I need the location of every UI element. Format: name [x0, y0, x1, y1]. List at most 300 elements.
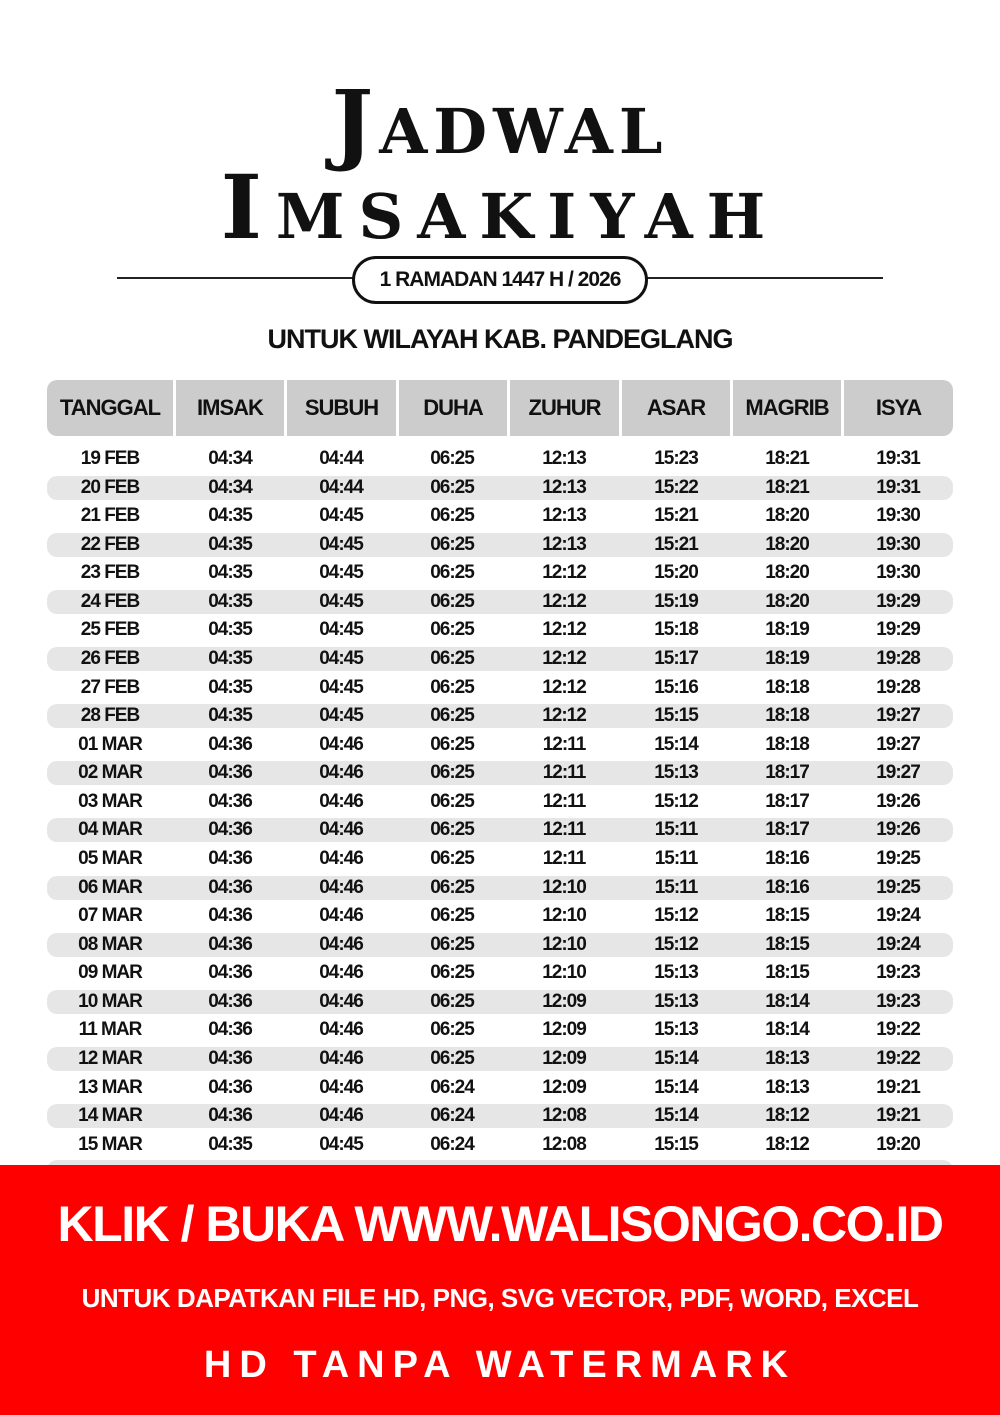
- cell-value: 14 MAR: [78, 1105, 142, 1127]
- cell-imsak: [180, 990, 280, 1014]
- cell-value: 15:15: [654, 1133, 698, 1155]
- cell-magrib: [737, 933, 837, 957]
- cell-value: 04:45: [319, 647, 363, 669]
- cell-value: 13 MAR: [78, 1076, 142, 1098]
- cell-value: 04:36: [208, 1019, 252, 1041]
- cell-imsak: [180, 904, 280, 928]
- cell-tanggal: [60, 533, 160, 557]
- table-row: [47, 676, 953, 700]
- cell-subuh: [291, 561, 391, 585]
- cell-asar: [626, 504, 726, 528]
- cell-duha: [402, 561, 502, 585]
- cell-value: 06:25: [430, 476, 474, 498]
- cell-subuh: [291, 904, 391, 928]
- cell-duha: [402, 590, 502, 614]
- cell-subuh: [291, 933, 391, 957]
- cell-value: 04:46: [319, 790, 363, 812]
- cell-value: 19:21: [876, 1076, 920, 1098]
- cell-asar: [626, 990, 726, 1014]
- cell-duha: [402, 504, 502, 528]
- cell-tanggal: [60, 504, 160, 528]
- cell-subuh: [291, 1104, 391, 1128]
- cell-value: 03 MAR: [78, 790, 142, 812]
- cell-value: 27 FEB: [80, 676, 140, 698]
- cell-value: 19:29: [876, 619, 920, 641]
- cell-tanggal: [60, 704, 160, 728]
- cell-value: 19:20: [876, 1133, 920, 1155]
- table-row: [47, 1076, 953, 1100]
- cell-asar: [626, 618, 726, 642]
- cell-subuh: [291, 847, 391, 871]
- cell-magrib: [737, 904, 837, 928]
- cell-value: 06:25: [430, 619, 474, 641]
- cell-tanggal: [60, 1018, 160, 1042]
- cell-magrib: [737, 504, 837, 528]
- cell-value: 06:25: [430, 762, 474, 784]
- cell-duha: [402, 1076, 502, 1100]
- cell-zuhur: [514, 818, 614, 842]
- column-header-subuh: [287, 380, 396, 436]
- cell-value: 02 MAR: [78, 762, 142, 784]
- cell-isya: [848, 476, 948, 500]
- title-rest: ADWAL: [379, 95, 669, 168]
- cell-asar: [626, 1104, 726, 1128]
- cell-value: 18:20: [765, 533, 809, 555]
- cell-subuh: [291, 790, 391, 814]
- column-header-duha: [399, 380, 507, 436]
- cell-zuhur: [514, 876, 614, 900]
- cell-subuh: [291, 818, 391, 842]
- cell-value: 15:11: [654, 819, 698, 841]
- cell-value: 12:13: [542, 476, 586, 498]
- cell-asar: [626, 961, 726, 985]
- cell-value: 15:14: [654, 733, 698, 755]
- cell-value: 12:12: [542, 562, 586, 584]
- cell-isya: [848, 876, 948, 900]
- cell-value: 19:26: [876, 790, 920, 812]
- cell-tanggal: [60, 876, 160, 900]
- cell-value: 19:30: [876, 562, 920, 584]
- cell-zuhur: [514, 990, 614, 1014]
- cell-magrib: [737, 1104, 837, 1128]
- cell-asar: [626, 847, 726, 871]
- cell-zuhur: [514, 447, 614, 471]
- cell-duha: [402, 1133, 502, 1157]
- region-text: UNTUK WILAYAH KAB. PANDEGLANG: [267, 324, 733, 354]
- table-row: [47, 904, 953, 928]
- column-header-label: TANGGAL: [59, 395, 161, 420]
- banner-line-2: [0, 1283, 1000, 1314]
- title-initial: J: [331, 70, 380, 174]
- cell-value: 04:35: [208, 705, 252, 727]
- cell-value: 18:15: [765, 962, 809, 984]
- cell-duha: [402, 847, 502, 871]
- cell-value: 19:26: [876, 819, 920, 841]
- cell-value: 04:36: [208, 933, 252, 955]
- cell-value: 12 MAR: [78, 1047, 142, 1069]
- cell-value: 15:21: [654, 505, 698, 527]
- cell-value: 18:17: [765, 819, 809, 841]
- cell-value: 12:13: [542, 448, 586, 469]
- cell-value: 18:13: [765, 1076, 809, 1098]
- divider-left: [117, 277, 357, 279]
- cell-value: 15:22: [654, 476, 698, 498]
- cell-value: 15:13: [654, 990, 698, 1012]
- cell-magrib: [737, 676, 837, 700]
- table-row: [47, 561, 953, 585]
- cell-duha: [402, 618, 502, 642]
- cell-imsak: [180, 818, 280, 842]
- column-header-imsak: [176, 380, 284, 436]
- cell-value: 04:35: [208, 533, 252, 555]
- cell-magrib: [737, 704, 837, 728]
- cell-tanggal: [60, 847, 160, 871]
- cell-value: 12:10: [542, 962, 586, 984]
- cell-zuhur: [514, 704, 614, 728]
- cell-value: 19 FEB: [80, 448, 140, 469]
- cell-value: 12:13: [542, 533, 586, 555]
- cell-tanggal: [60, 904, 160, 928]
- table-header: [47, 380, 953, 436]
- cell-duha: [402, 818, 502, 842]
- cell-value: 06:24: [430, 1076, 474, 1098]
- table-row: [47, 533, 953, 557]
- cell-magrib: [737, 618, 837, 642]
- table-row: [47, 790, 953, 814]
- cell-asar: [626, 761, 726, 785]
- table-row: [47, 818, 953, 842]
- cell-value: 15 MAR: [78, 1133, 142, 1155]
- table-row: [47, 876, 953, 900]
- cell-value: 06:25: [430, 676, 474, 698]
- cell-value: 18:20: [765, 562, 809, 584]
- cell-value: 06:25: [430, 705, 474, 727]
- cell-value: 21 FEB: [80, 505, 140, 527]
- cell-value: 04:35: [208, 647, 252, 669]
- cell-asar: [626, 647, 726, 671]
- cell-value: 04:36: [208, 990, 252, 1012]
- cell-subuh: [291, 733, 391, 757]
- cell-asar: [626, 933, 726, 957]
- cell-isya: [848, 1104, 948, 1128]
- column-header-tanggal: [47, 380, 173, 436]
- table-row: [47, 618, 953, 642]
- cell-value: 04:46: [319, 1105, 363, 1127]
- cell-value: 19:23: [876, 962, 920, 984]
- cell-imsak: [180, 476, 280, 500]
- banner-text: HD TANPA WATERMARK: [203, 1344, 797, 1386]
- cell-value: 04:45: [319, 619, 363, 641]
- cell-value: 19:22: [876, 1047, 920, 1069]
- region-subtitle: [0, 324, 1000, 355]
- cell-value: 06:25: [430, 1047, 474, 1069]
- cell-asar: [626, 476, 726, 500]
- cell-value: 19:31: [876, 448, 920, 469]
- cell-magrib: [737, 761, 837, 785]
- cell-value: 04:46: [319, 733, 363, 755]
- column-header-label: ASAR: [646, 395, 706, 420]
- column-header-zuhur: [510, 380, 619, 436]
- cell-value: 04:46: [319, 876, 363, 898]
- cell-duha: [402, 476, 502, 500]
- cell-value: 15:21: [654, 533, 698, 555]
- cell-value: 15:11: [654, 847, 698, 869]
- cell-tanggal: [60, 1047, 160, 1071]
- cell-duha: [402, 733, 502, 757]
- cell-duha: [402, 761, 502, 785]
- cell-value: 19:27: [876, 762, 920, 784]
- column-header-asar: [622, 380, 730, 436]
- cell-value: 24 FEB: [80, 590, 140, 612]
- cell-subuh: [291, 704, 391, 728]
- cell-isya: [848, 933, 948, 957]
- cell-magrib: [737, 733, 837, 757]
- cell-value: 18:21: [765, 476, 809, 498]
- cell-asar: [626, 590, 726, 614]
- cell-value: 18:17: [765, 762, 809, 784]
- cell-value: 06:25: [430, 847, 474, 869]
- cell-imsak: [180, 876, 280, 900]
- cell-zuhur: [514, 847, 614, 871]
- cell-magrib: [737, 476, 837, 500]
- cell-magrib: [737, 790, 837, 814]
- promo-banner[interactable]: [0, 1165, 1000, 1415]
- cell-zuhur: [514, 733, 614, 757]
- cell-value: 04:34: [208, 448, 252, 469]
- cell-magrib: [737, 1047, 837, 1071]
- cell-isya: [848, 990, 948, 1014]
- cell-zuhur: [514, 761, 614, 785]
- cell-value: 19:27: [876, 733, 920, 755]
- cell-duha: [402, 790, 502, 814]
- cell-value: 12:10: [542, 933, 586, 955]
- cell-asar: [626, 1076, 726, 1100]
- cell-imsak: [180, 761, 280, 785]
- cell-value: 04:36: [208, 1047, 252, 1069]
- cell-value: 04:46: [319, 933, 363, 955]
- cell-isya: [848, 1018, 948, 1042]
- cell-isya: [848, 618, 948, 642]
- banner-link[interactable]: KLIK / BUKA WWW.WALISONGO.CO.ID: [57, 1196, 943, 1252]
- cell-value: 06:25: [430, 590, 474, 612]
- cell-duha: [402, 676, 502, 700]
- cell-subuh: [291, 504, 391, 528]
- cell-value: 06:25: [430, 819, 474, 841]
- table-row: [47, 1047, 953, 1071]
- cell-magrib: [737, 533, 837, 557]
- cell-zuhur: [514, 476, 614, 500]
- cell-value: 18:20: [765, 505, 809, 527]
- cell-value: 19:28: [876, 647, 920, 669]
- cell-asar: [626, 447, 726, 471]
- cell-value: 15:13: [654, 762, 698, 784]
- cell-value: 06:25: [430, 962, 474, 984]
- cell-value: 23 FEB: [80, 562, 140, 584]
- cell-value: 18:15: [765, 933, 809, 955]
- cell-value: 15:13: [654, 962, 698, 984]
- title-rest: MSAKIYAH: [275, 180, 780, 253]
- cell-imsak: [180, 733, 280, 757]
- cell-tanggal: [60, 647, 160, 671]
- cell-value: 15:14: [654, 1105, 698, 1127]
- cell-value: 04:46: [319, 762, 363, 784]
- cell-value: 15:14: [654, 1076, 698, 1098]
- cell-isya: [848, 733, 948, 757]
- cell-value: 12:13: [542, 505, 586, 527]
- cell-value: 19:27: [876, 705, 920, 727]
- cell-value: 19:24: [876, 933, 920, 955]
- cell-isya: [848, 1076, 948, 1100]
- cell-magrib: [737, 876, 837, 900]
- cell-subuh: [291, 1133, 391, 1157]
- cell-value: 05 MAR: [78, 847, 142, 869]
- table-row: [47, 590, 953, 614]
- cell-imsak: [180, 561, 280, 585]
- cell-magrib: [737, 447, 837, 471]
- cell-value: 04:35: [208, 562, 252, 584]
- cell-subuh: [291, 876, 391, 900]
- cell-value: 04:34: [208, 476, 252, 498]
- cell-asar: [626, 676, 726, 700]
- cell-tanggal: [60, 1104, 160, 1128]
- cell-tanggal: [60, 676, 160, 700]
- table-row: [47, 1133, 953, 1157]
- cell-value: 15:19: [654, 590, 698, 612]
- cell-value: 18:16: [765, 876, 809, 898]
- cell-asar: [626, 904, 726, 928]
- cell-value: 18:16: [765, 847, 809, 869]
- banner-line-1[interactable]: [0, 1197, 1000, 1252]
- cell-magrib: [737, 1133, 837, 1157]
- cell-imsak: [180, 676, 280, 700]
- cell-value: 19:28: [876, 676, 920, 698]
- cell-value: 06:25: [430, 933, 474, 955]
- cell-value: 18:12: [765, 1133, 809, 1155]
- cell-value: 12:11: [542, 762, 586, 784]
- cell-value: 12:10: [542, 905, 586, 927]
- cell-value: 06:25: [430, 905, 474, 927]
- cell-value: 04:36: [208, 847, 252, 869]
- cell-value: 04:36: [208, 905, 252, 927]
- cell-isya: [848, 847, 948, 871]
- cell-value: 04:45: [319, 1133, 363, 1155]
- cell-value: 22 FEB: [80, 533, 140, 555]
- cell-magrib: [737, 818, 837, 842]
- cell-magrib: [737, 1018, 837, 1042]
- table-row: [47, 761, 953, 785]
- cell-value: 06:25: [430, 647, 474, 669]
- cell-subuh: [291, 961, 391, 985]
- cell-zuhur: [514, 590, 614, 614]
- cell-subuh: [291, 990, 391, 1014]
- cell-subuh: [291, 590, 391, 614]
- cell-duha: [402, 1047, 502, 1071]
- cell-tanggal: [60, 761, 160, 785]
- cell-asar: [626, 733, 726, 757]
- cell-value: 04:46: [319, 1019, 363, 1041]
- cell-duha: [402, 1104, 502, 1128]
- cell-value: 04:35: [208, 505, 252, 527]
- cell-asar: [626, 561, 726, 585]
- cell-value: 15:13: [654, 1019, 698, 1041]
- cell-imsak: [180, 590, 280, 614]
- cell-asar: [626, 790, 726, 814]
- cell-subuh: [291, 647, 391, 671]
- cell-magrib: [737, 961, 837, 985]
- column-header-label: DUHA: [423, 395, 483, 420]
- cell-tanggal: [60, 1076, 160, 1100]
- cell-isya: [848, 761, 948, 785]
- cell-value: 19:25: [876, 876, 920, 898]
- cell-duha: [402, 990, 502, 1014]
- cell-value: 20 FEB: [80, 476, 140, 498]
- cell-value: 04:35: [208, 619, 252, 641]
- cell-value: 04:45: [319, 705, 363, 727]
- cell-value: 15:17: [654, 647, 698, 669]
- cell-duha: [402, 933, 502, 957]
- banner-text: UNTUK DAPATKAN FILE HD, PNG, SVG VECTOR, PDF, WORD, EXCEL: [81, 1283, 919, 1313]
- cell-value: 06:24: [430, 1133, 474, 1155]
- cell-imsak: [180, 1076, 280, 1100]
- cell-tanggal: [60, 990, 160, 1014]
- cell-imsak: [180, 1018, 280, 1042]
- cell-asar: [626, 704, 726, 728]
- cell-tanggal: [60, 476, 160, 500]
- cell-imsak: [180, 790, 280, 814]
- cell-duha: [402, 704, 502, 728]
- cell-magrib: [737, 590, 837, 614]
- column-header-label: SUBUH: [304, 395, 379, 420]
- cell-value: 04:46: [319, 990, 363, 1012]
- cell-value: 18:15: [765, 905, 809, 927]
- cell-subuh: [291, 533, 391, 557]
- cell-value: 04:36: [208, 962, 252, 984]
- cell-value: 18:18: [765, 676, 809, 698]
- cell-value: 12:10: [542, 876, 586, 898]
- cell-subuh: [291, 1076, 391, 1100]
- cell-zuhur: [514, 961, 614, 985]
- cell-value: 04:46: [319, 819, 363, 841]
- cell-value: 07 MAR: [78, 905, 142, 927]
- cell-value: 19:24: [876, 905, 920, 927]
- cell-zuhur: [514, 533, 614, 557]
- cell-duha: [402, 533, 502, 557]
- cell-value: 08 MAR: [78, 933, 142, 955]
- cell-asar: [626, 876, 726, 900]
- cell-value: 18:17: [765, 790, 809, 812]
- cell-value: 10 MAR: [78, 990, 142, 1012]
- cell-zuhur: [514, 790, 614, 814]
- cell-asar: [626, 1133, 726, 1157]
- cell-value: 18:20: [765, 590, 809, 612]
- table-row: [47, 847, 953, 871]
- cell-value: 06:25: [430, 533, 474, 555]
- banner-line-3: [0, 1343, 1000, 1389]
- cell-value: 04:36: [208, 733, 252, 755]
- cell-zuhur: [514, 1104, 614, 1128]
- cell-duha: [402, 647, 502, 671]
- cell-magrib: [737, 1076, 837, 1100]
- table-row: [47, 990, 953, 1014]
- cell-value: 18:12: [765, 1105, 809, 1127]
- cell-subuh: [291, 1047, 391, 1071]
- cell-value: 06:25: [430, 505, 474, 527]
- cell-isya: [848, 1133, 948, 1157]
- cell-zuhur: [514, 561, 614, 585]
- cell-value: 12:11: [542, 733, 586, 755]
- cell-tanggal: [60, 933, 160, 957]
- cell-zuhur: [514, 676, 614, 700]
